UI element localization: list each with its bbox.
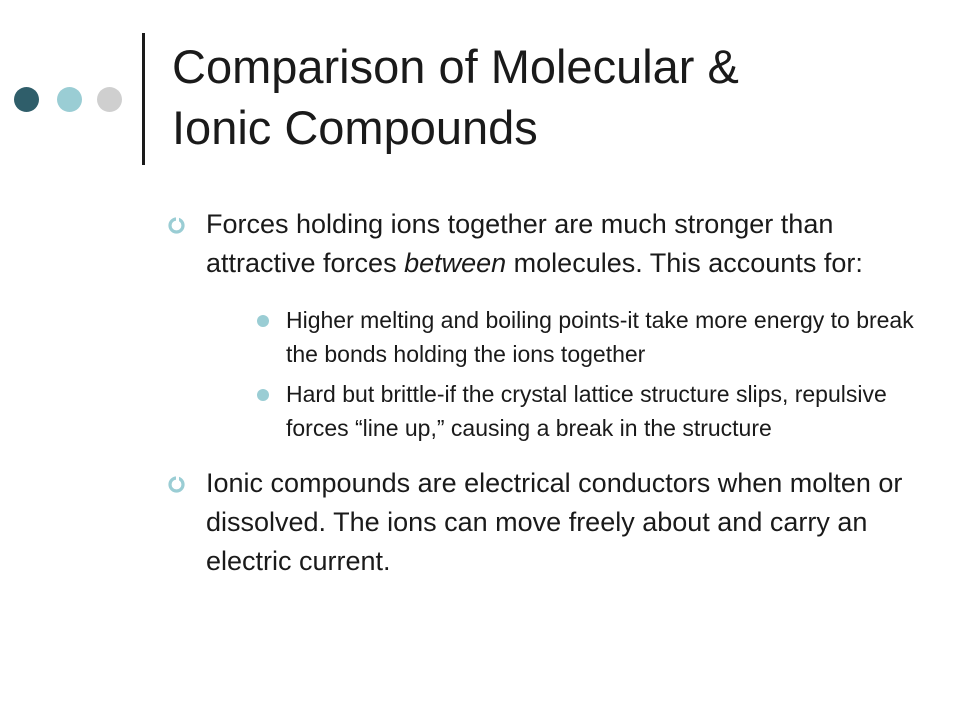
title-divider	[142, 33, 145, 165]
sub-bullet-melting	[206, 303, 948, 371]
dot-bullet-icon	[257, 315, 269, 327]
bullet-conductors	[168, 464, 948, 581]
decorative-dot-mid	[57, 87, 82, 112]
title-line-1: Comparison of Molecular &	[172, 40, 739, 93]
dot-bullet-icon	[257, 389, 269, 401]
slide-title	[172, 36, 932, 158]
slide-content	[168, 205, 948, 581]
bullet-forces-text	[206, 205, 948, 283]
sub-bullet-brittle	[206, 377, 948, 445]
sub-bullet-brittle-text: Hard but brittle-if the crystal lattice structure slips, repulsive forces “line up,” causing a break in the structure	[286, 381, 887, 441]
title-line-2: Ionic Compounds	[172, 101, 538, 154]
ring-bullet-icon	[168, 217, 185, 234]
bullet-forces	[168, 205, 948, 445]
decorative-dot-dark	[14, 87, 39, 112]
bullet-forces-text-b: molecules. This accounts for:	[506, 248, 863, 278]
sub-bullet-list	[206, 303, 948, 445]
sub-bullet-melting-text: Higher melting and boiling points-it take more energy to break the bonds holding the ions together	[286, 307, 914, 367]
bullet-forces-emphasis: between	[404, 248, 507, 278]
decorative-dot-light	[97, 87, 122, 112]
bullet-forces-text-a: Forces holding ions together are much stronger than attractive forces	[206, 209, 834, 278]
ring-bullet-icon	[168, 476, 185, 493]
bullet-conductors-text: Ionic compounds are electrical conductors when molten or dissolved. The ions can move freely about and carry an electric current.	[206, 468, 903, 576]
